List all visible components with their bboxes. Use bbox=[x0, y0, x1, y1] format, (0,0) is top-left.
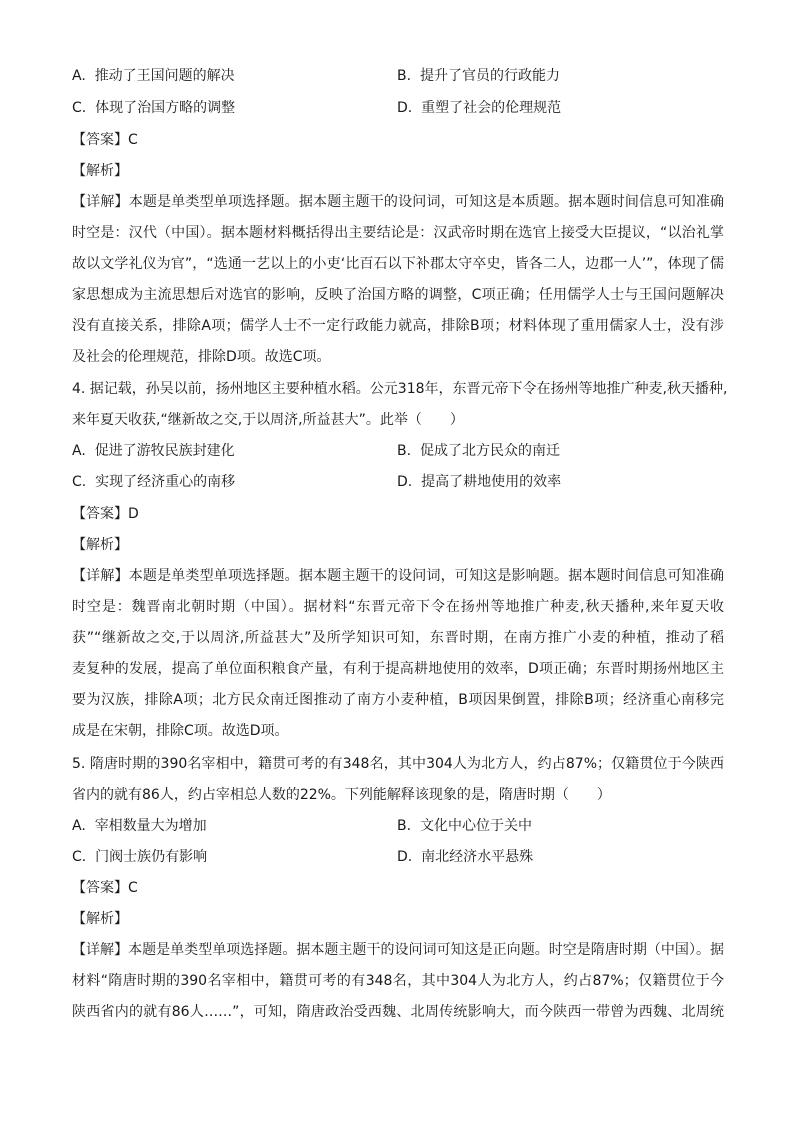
q5-option-b: B. 文化中心位于关中 bbox=[397, 818, 532, 834]
q3-detail-line: 时空是：汉代（中国）。据本题材料概括得出主要结论是：汉武帝时期在选官上接受大臣提议，“以治礼掌 bbox=[72, 225, 724, 241]
q4-option-b: B. 促成了北方民众的南迁 bbox=[397, 443, 560, 459]
q4-detail-line: 时空是：魏晋南北朝时期（中国）。据材料“东晋元帝下令在扬州等地推广种麦,秋天播种,来年夏天收 bbox=[72, 599, 724, 615]
q4-detail-line: 麦复种的发展，提高了单位面积粮食产量，有利于提高耕地使用的效率，D项正确；东晋时期扬州地区主 bbox=[72, 661, 724, 677]
q5-stem-line: 省内的就有86人，约占宰相总人数的22%。下列能解释该现象的是，隋唐时期（ ） bbox=[72, 787, 611, 803]
q4-detail-line: 【详解】本题是单类型单项选择题。据本题主题干的设问词，可知这是影响题。据本题时间信息可知准确 bbox=[72, 568, 724, 584]
q4-stem-line: 来年夏天收获,“继新故之交,于以周济,所益甚大”。此举（ ） bbox=[72, 412, 464, 428]
q4-detail-line: 成是在宋朝，排除C项。故选D项。 bbox=[72, 723, 289, 739]
q5-detail-line: 【详解】本题是单类型单项选择题。据本题主题干的设问词可知这是正向题。时空是隋唐时期（中国）。据 bbox=[72, 942, 724, 958]
q4-stem-line: 4. 据记载，孙吴以前，扬州地区主要种植水稻。公元318年，东晋元帝下令在扬州等地推广种麦,秋天播种, bbox=[72, 381, 728, 397]
q5-answer: 【答案】C bbox=[72, 880, 138, 896]
q4-option-c: C. 实现了经济重心的南移 bbox=[72, 474, 236, 490]
q5-detail-line: 陕西省内的就有86人……”，可知，隋唐政治受西魏、北周传统影响大，而今陕西一带曾为西魏、北周统 bbox=[72, 1004, 724, 1020]
q5-option-d: D. 南北经济水平悬殊 bbox=[397, 849, 534, 865]
q3-detail-line: 家思想成为主流思想后对选官的影响，反映了治国方略的调整，C项正确；任用儒学人士与王国问题解决 bbox=[72, 287, 724, 303]
q3-analysis-label: 【解析】 bbox=[72, 163, 128, 179]
q4-answer: 【答案】D bbox=[72, 506, 139, 522]
q3-detail-line: 【详解】本题是单类型单项选择题。据本题主题干的设问词，可知这是本质题。据本题时间信息可知准确 bbox=[72, 194, 724, 210]
q3-answer: 【答案】C bbox=[72, 132, 138, 148]
q3-detail-line: 及社会的伦理规范，排除D项。故选C项。 bbox=[72, 349, 331, 365]
q3-option-a: A. 推动了王国问题的解决 bbox=[72, 68, 235, 84]
q4-detail-line: 获”“继新故之交,于以周济,所益甚大”及所学知识可知，东晋时期，在南方推广小麦的种植，推动了稻 bbox=[72, 630, 724, 646]
q5-option-c: C. 门阀士族仍有影响 bbox=[72, 849, 208, 865]
q3-option-b: B. 提升了官员的行政能力 bbox=[397, 68, 560, 84]
q5-option-a: A. 宰相数量大为增加 bbox=[72, 818, 207, 834]
q4-detail-line: 要为汉族，排除A项；北方民众南迁图推动了南方小麦种植，B项因果倒置，排除B项；经济重心南移完 bbox=[72, 692, 724, 708]
q3-option-c: C. 体现了治国方略的调整 bbox=[72, 100, 236, 116]
q4-option-d: D. 提高了耕地使用的效率 bbox=[397, 474, 562, 490]
q4-analysis-label: 【解析】 bbox=[72, 537, 128, 553]
q5-analysis-label: 【解析】 bbox=[72, 911, 128, 927]
q5-detail-line: 材料“隋唐时期的390名宰相中，籍贯可考的有348名，其中304人为北方人，约占87%；仅籍贯位于今 bbox=[72, 973, 724, 989]
q3-detail-line: 故以文学礼仪为官”，“选通一艺以上的小吏‘比百石以下补郡太守卒史，皆各二人，边郡一人’”，体现了儒 bbox=[72, 256, 724, 272]
q3-option-d: D. 重塑了社会的伦理规范 bbox=[397, 100, 562, 116]
q4-option-a: A. 促进了游牧民族封建化 bbox=[72, 443, 235, 459]
q5-stem-line: 5. 隋唐时期的390名宰相中，籍贯可考的有348名，其中304人为北方人，约占87%；仅籍贯位于今陕西 bbox=[72, 756, 724, 772]
q3-detail-line: 没有直接关系，排除A项；儒学人士不一定行政能力就高，排除B项；材料体现了重用儒家人士，没有涉 bbox=[72, 318, 724, 334]
